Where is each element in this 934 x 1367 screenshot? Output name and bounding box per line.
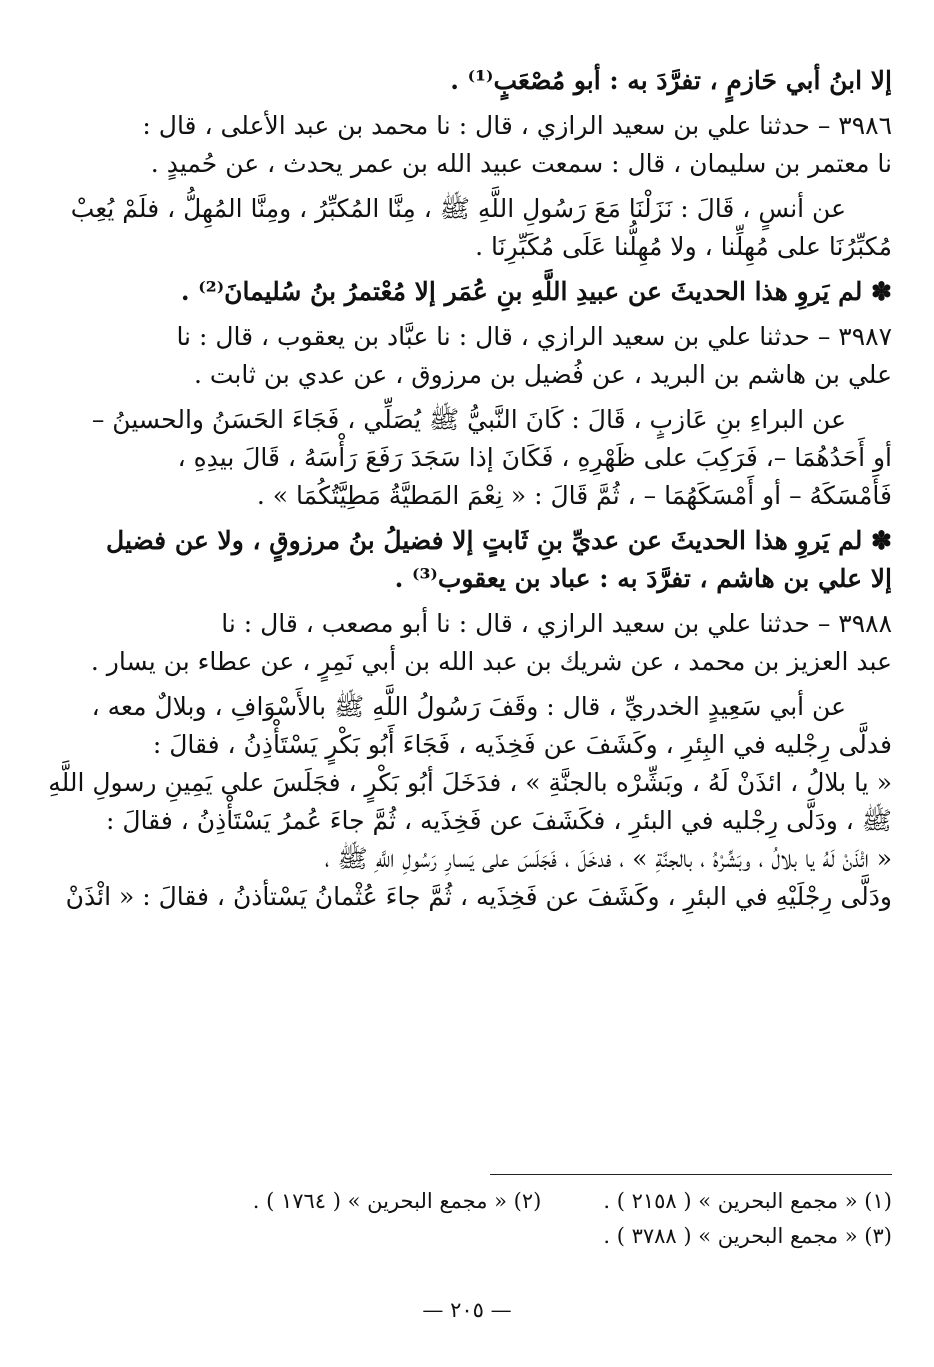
text-line: « يا بلالُ ، ائذَنْ لَهُ ، وبَشِّرْه بالجنَّةِ » ، فدَخَلَ أبُو بَكْرٍ ، فجَلَسَ على يَمِينِ رسولِ اللَّهِ: [48, 768, 892, 797]
text-line: ﷺ ، ودَلَّى رِجْليه في البئرِ ، فكَشَفَ عن فَخِذَيه ، ثُمَّ جاءَ عُمرُ يَسْتَأْذِنُ ، فقالَ :: [106, 806, 892, 835]
footnote-2: (٢) « مجمع البحرين » ( ١٧٦٤ ) .: [252, 1189, 542, 1213]
text-line: عبد العزيز بن محمد ، عن شريك بن عبد الله بن أبي نَمِرٍ ، عن عطاء بن يسار .: [90, 647, 892, 676]
text-line: فَأَمْسَكَهُ – أو أَمْسَكَهُمَا – ، ثُمَّ قَالَ : « نِعْمَ المَطيَّةُ مَطِيَّتُكُمَا » .: [256, 481, 892, 510]
text-line: « ائْذَنْ لَهُ يا بلالُ ، وبَشِّرْهُ ، بالجنَّةِ » ، فدخَلَ ، فَجَلَسَ على يَسارِ رَسُولِ اللَّهِ ﷺ ،: [324, 844, 892, 873]
text-block: [62, 318, 892, 394]
text-block: [62, 107, 892, 183]
text-line: نا معتمر بن سليمان ، قال : سمعت عبيد الله بن عمر يحدث ، عن حُميدٍ .: [150, 149, 892, 178]
text-line: ٣٩٨٧ – حدثنا علي بن سعيد الرازي ، قال : نا عبَّاد بن يعقوب ، قال : نا: [176, 322, 892, 351]
text-line: ✽ لم يَروِ هذا الحديثَ عن عديِّ بنِ ثَابتٍ إلا فضيلُ بنُ مرزوقٍ ، ولا عن فضيل: [106, 526, 892, 555]
text-block: [62, 401, 892, 515]
footnote-row: [62, 1219, 892, 1254]
footnote-divider: [490, 1174, 892, 1175]
text-line: ٣٩٨٦ – حدثنا علي بن سعيد الرازي ، قال : نا محمد بن عبد الأعلى ، قال :: [142, 111, 892, 140]
text-line: أو أَحَدُهُمَا –، فَرَكِبَ على ظَهْرِهِ ، فَكَانَ إذا سَجَدَ رَفَعَ رَأْسَهُ ، قَالَ بيدِهِ ،: [177, 443, 892, 472]
text-line: ودَلَّى رِجْلَيْهِ في البئرِ ، وكَشَفَ عن فَخِذَيه ، ثُمَّ جاءَ عُثْمانُ يَسْتأذنُ ، فقالَ : « ائْذَنْ: [65, 882, 892, 911]
text-block: [62, 62, 892, 100]
main-text: [48, 62, 892, 923]
text-line: مُكبِّرُنَا على مُهِلِّنا ، ولا مُهِلُّنا عَلَى مُكَبِّرِنَا .: [475, 232, 892, 261]
text-block: [62, 522, 892, 598]
text-line: ✽ لم يَروِ هذا الحديثَ عن عبيدِ اللَّهِ بنِ عُمَر إلا مُعْتمرُ بنُ سُليمانَ⁽²⁾ .: [180, 277, 892, 306]
text-block: [62, 190, 892, 266]
text-line: ٣٩٨٨ – حدثنا علي بن سعيد الرازي ، قال : نا أبو مصعب ، قال : نا: [221, 609, 892, 638]
text-line: عن أنسٍ ، قَالَ : نَزَلْنَا مَعَ رَسُولِ اللَّهِ ﷺ ، مِنَّا المُكبِّرُ ، ومِنَّا المُهِلُّ ، فلَمْ يُعِبْ: [70, 194, 846, 223]
footnote-1: (١) « مجمع البحرين » ( ٢١٥٨ ) .: [603, 1189, 892, 1213]
footnotes: [62, 1184, 892, 1254]
text-line: إلا ابنُ أبي حَازمٍ ، تفرَّدَ به : أبو مُصْعَبٍ⁽¹⁾ .: [450, 66, 892, 95]
text-block: [48, 688, 892, 916]
page-number: — ٢٠٥ —: [422, 1298, 512, 1322]
footnote-3: (٣) « مجمع البحرين » ( ٣٧٨٨ ) .: [603, 1224, 892, 1248]
text-line: عن أبي سَعِيدٍ الخدريِّ ، قال : وقَفَ رَسُولُ اللَّهِ ﷺ بالأَسْوَافِ ، وبلالٌ معه ،: [91, 692, 846, 721]
text-line: علي بن هاشم بن البريد ، عن فُضيل بن مرزوق ، عن عدي بن ثابت .: [193, 360, 892, 389]
text-block: [62, 605, 892, 681]
text-line: إلا علي بن هاشم ، تفرَّدَ به : عباد بن يعقوب⁽³⁾ .: [394, 564, 892, 593]
text-block: [62, 273, 892, 311]
text-line: عن البراءِ بنِ عَازبٍ ، قَالَ : كَانَ النَّبيُّ ﷺ يُصَلِّي ، فَجَاءَ الحَسَنُ والحسينُ –: [91, 405, 846, 434]
footnote-row: [62, 1184, 892, 1219]
text-line: فدلَّى رِجْليه في البِئرِ ، وكَشَفَ عن فَخِذَيه ، فَجَاءَ أَبُو بَكْرٍ يَسْتَأْذِنُ ، فقالَ :: [152, 730, 892, 759]
